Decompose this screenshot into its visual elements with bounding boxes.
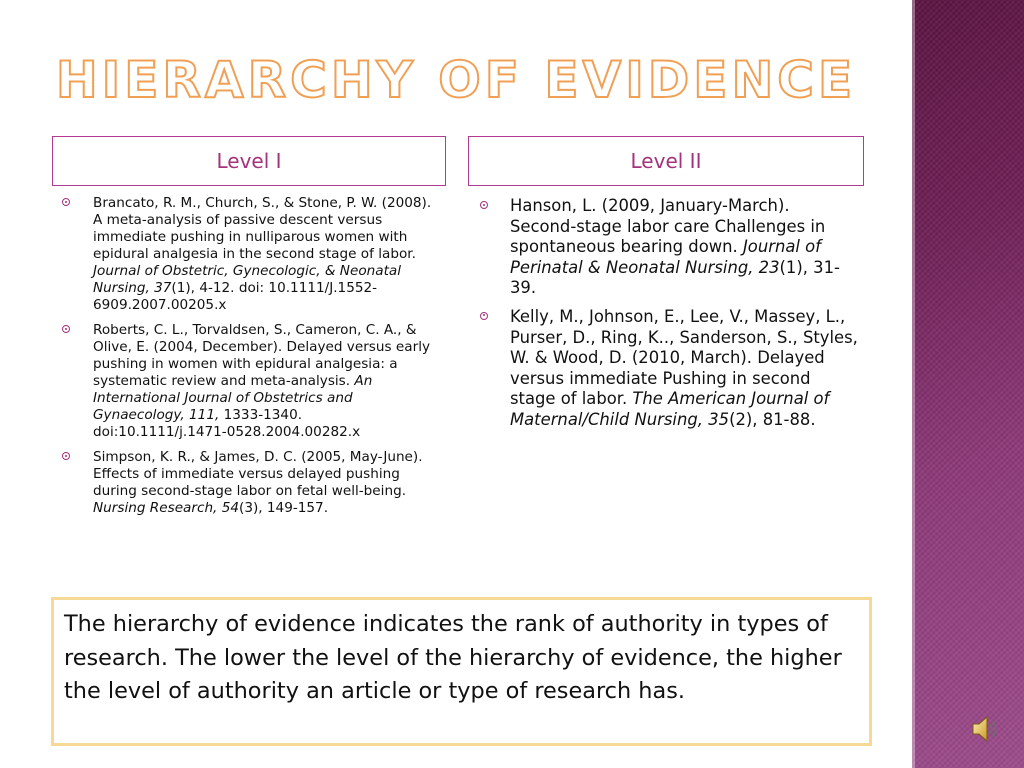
reference-journal: Journal of Perinatal & Neonatal Nursing, 23 — [510, 237, 821, 277]
reference-details: (1), 31-39. — [510, 257, 840, 298]
circle-bullet-icon — [62, 325, 70, 333]
reference-text: Simpson, K. R., & James, D. C. (2005, May-June). Effects of immediate versus delayed pushing during second-stage labor on fetal well-being. — [93, 449, 423, 499]
reference-journal: The American Journal of Maternal/Child Nursing, 35 — [510, 389, 830, 429]
reference-item — [58, 195, 434, 314]
level-2-reference-list — [476, 196, 860, 439]
reference-journal: Nursing Research, 54 — [93, 500, 240, 516]
reference-item — [476, 307, 860, 431]
reference-item — [476, 196, 860, 299]
reference-details: (1), 4-12. doi: 10.1111/J.1552-6909.2007.00205.x — [93, 280, 378, 313]
slide-title: HIERARCHY OF EVIDENCE — [55, 51, 857, 109]
speaker-icon[interactable] — [970, 712, 1000, 746]
reference-details: 1333-1340. doi:10.1111/j.1471-0528.2004.00282.x — [93, 407, 361, 440]
circle-bullet-icon — [62, 452, 70, 460]
reference-item — [58, 449, 434, 517]
circle-bullet-icon — [480, 201, 488, 209]
speaker-icon-graphic — [970, 712, 1000, 746]
level-1-header: Level I — [52, 136, 446, 186]
reference-text: Hanson, L. (2009, January-March). Second-stage labor care Challenges in spontaneous bearing down. — [510, 196, 826, 257]
reference-details: (3), 149-157. — [239, 500, 329, 516]
reference-item — [58, 322, 434, 441]
reference-text: Kelly, M., Johnson, E., Lee, V., Massey, L., Purser, D., Ring, K.., Sanderson, S., Styles, W. & Wood, D. (2010, March). Delayed versus immediate Pushing in second stage of labor. — [510, 306, 858, 409]
reference-text: Brancato, R. M., Church, S., & Stone, P. W. (2008). A meta-analysis of passive descent versus immediate pushing in nulliparous women with epidural analgesia in the second stage of labor. — [93, 195, 432, 262]
reference-journal: Journal of Obstetric, Gynecologic, & Neonatal Nursing, 37 — [93, 263, 402, 296]
reference-details: (2), 81-88. — [729, 409, 816, 429]
reference-journal: An International Journal of Obstetrics and Gynaecology, 111, — [93, 373, 373, 423]
summary-box: The hierarchy of evidence indicates the rank of authority in types of research. The lower the level of the hierarchy of evidence, the higher the level of authority an article or type of research has. — [51, 597, 872, 746]
reference-text: Roberts, C. L., Torvaldsen, S., Cameron, C. A., & Olive, E. (2004, December). Delayed versus early pushing in women with epidural analgesia: a systematic review and meta-analysis. — [93, 322, 431, 389]
level-1-reference-list — [58, 195, 434, 525]
level-2-header: Level II — [468, 136, 864, 186]
decorative-side-band — [912, 0, 1024, 768]
circle-bullet-icon — [62, 198, 70, 206]
circle-bullet-icon — [480, 312, 488, 320]
